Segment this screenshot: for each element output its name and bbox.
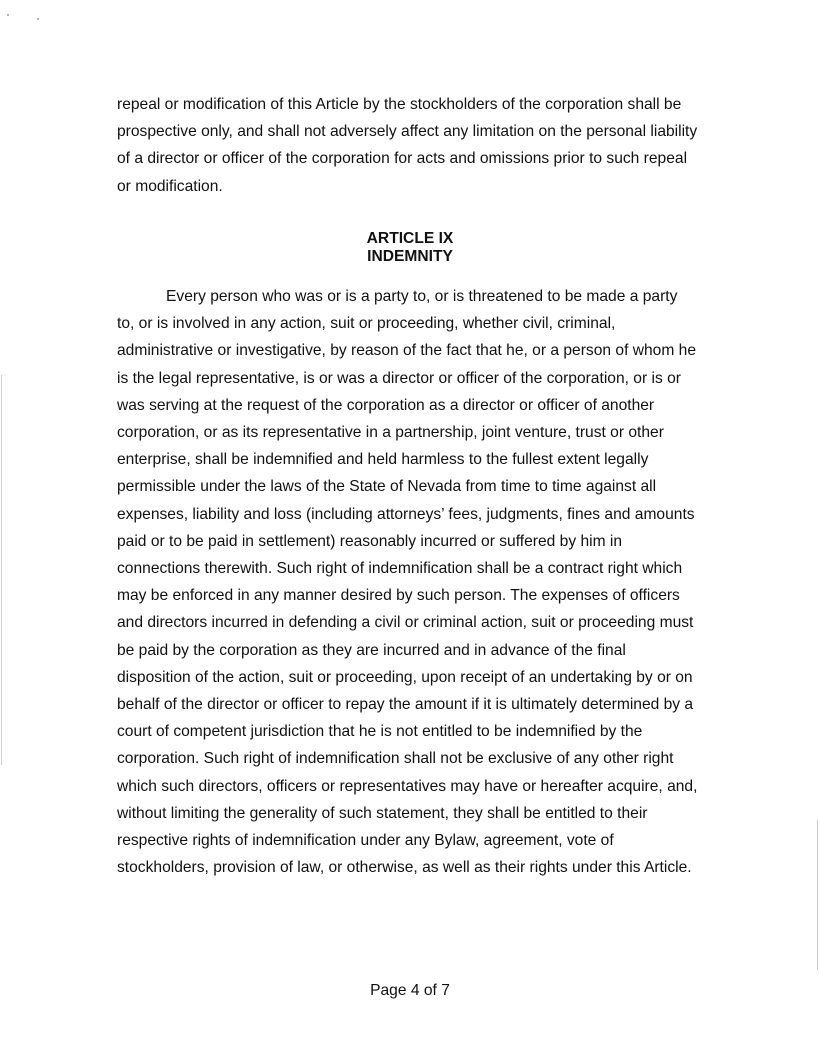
scan-edge-right <box>817 820 818 970</box>
article-number <box>0 230 820 248</box>
article-title <box>0 248 820 266</box>
page-number: Page 4 of 7 <box>370 982 450 999</box>
paragraph-repeal: repeal or modification of this Article by the stockholders of the corporation shall be prospective only, and shall not adversely affect any limitation on the personal liability of a director or officer of the corporation for acts and omissions prior to such repeal or modification. <box>117 96 698 195</box>
scan-speck <box>7 14 9 16</box>
article-number-text: ARTICLE IX <box>366 230 454 247</box>
scan-edge-left <box>1 375 2 765</box>
paragraph-indemnity: Every person who was or is a party to, or is threatened to be made a party to, or is involved in any action, suit or proceeding, whether civil, criminal, administrative or investigative, by reason of the fact that he, or a person of whom he is the legal representative, is or was a director or officer of the corporation, or is or was serving at the request of the corporation as a director or officer of another corporation, or as its representative in a partnership, joint venture, trust or other enterprise, shall be indemnified and held harmless to the fullest extent legally permissible under the laws of the State of Nevada from time to time against all expenses, liability and loss (including attorneys’ fees, judgments, fines and amounts paid or to be paid in settlement) reasonably incurred or suffered by him in connections therewith. Such right of indemnification shall be a contract right which may be enforced in any manner desired by such person. The expenses of officers and directors incurred in defending a civil or criminal action, suit or proceeding must be paid by the corporation as they are incurred and in advance of the final disposition of the action, suit or proceeding, upon receipt of an undertaking by or on behalf of the director or officer to repay the amount if it is ultimately determined by a court of competent jurisdiction that he is not entitled to be indemnified by the corporation. Such right of indemnification shall not be exclusive of any other right which such directors, officers or representatives may have or hereafter acquire, and, without limiting the generality of such statement, they shall be entitled to their respective rights of indemnification under any Bylaw, agreement, vote of stockholders, provision of law, or otherwise, as well as their rights under this Article. <box>117 288 698 877</box>
scan-speck <box>37 18 39 20</box>
article-title-text: INDEMNITY <box>367 248 453 265</box>
